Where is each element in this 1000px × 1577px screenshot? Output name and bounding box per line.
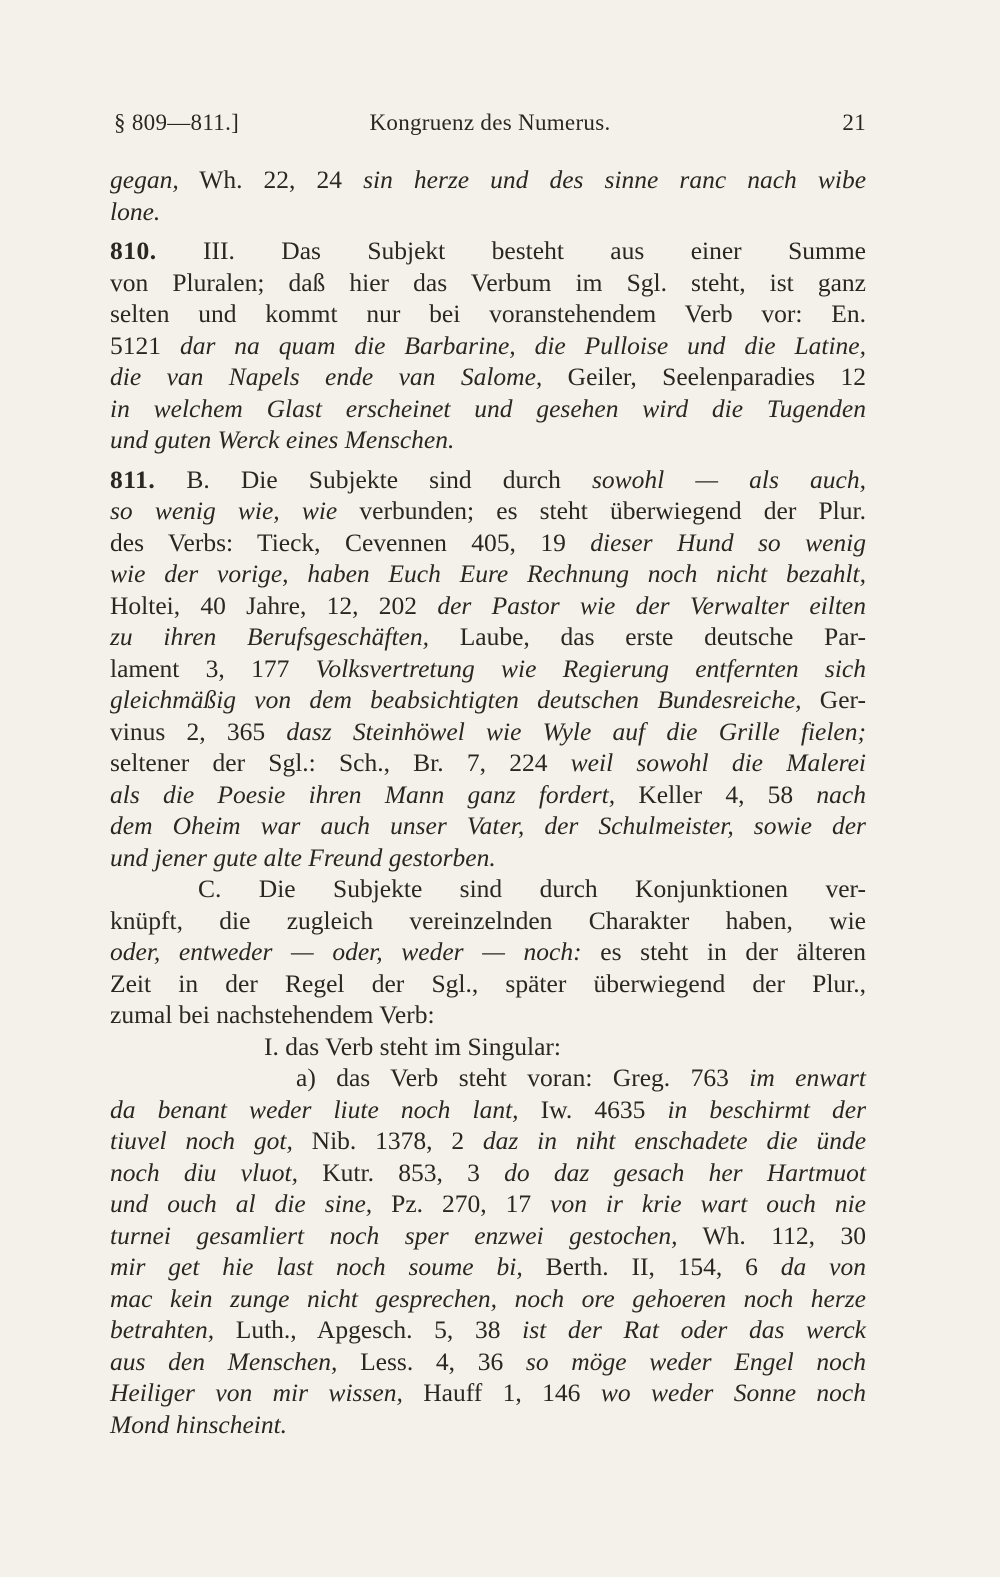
quoted-text: mir get hie last noch soume bi, <box>110 1252 523 1281</box>
text-segment: Hauff 1, 146 <box>402 1378 601 1407</box>
text-line <box>110 810 866 842</box>
text-line <box>110 873 866 905</box>
quoted-text: lone. <box>110 196 161 226</box>
quoted-text: die van Napels ende van Salome, <box>110 362 543 391</box>
quoted-text: da von <box>780 1252 866 1281</box>
text-segment: I. das Verb steht im Singular: <box>264 1031 561 1061</box>
quoted-text: im enwart <box>749 1063 866 1092</box>
quoted-text: aus den Menschen, <box>110 1346 338 1376</box>
quoted-text: in welchem Glast erscheinet und gesehen wird die Tugenden <box>110 393 866 423</box>
quoted-text: sin herze und des sinne ranc nach wibe <box>363 165 867 194</box>
text-segment: B. Die Subjekte sind durch <box>155 464 592 494</box>
text-segment: Wh. 112, 30 <box>677 1220 866 1250</box>
text-line <box>110 527 866 559</box>
text-line <box>110 495 866 527</box>
quoted-text: in beschirmt der <box>667 1094 866 1124</box>
section-range: § 809—811.] <box>114 110 240 135</box>
quoted-text: und guten Werck eines Menschen. <box>110 425 455 454</box>
text-line <box>110 684 866 716</box>
text-line <box>110 1377 866 1409</box>
text-segment: Iw. 4635 <box>518 1094 668 1124</box>
text-segment: vinus 2, 365 <box>110 716 287 746</box>
text-segment: Laube, das erste deutsche Par- <box>429 622 866 651</box>
quoted-text: weil sowohl die Malerei <box>570 748 866 777</box>
paragraph-gap <box>110 456 866 464</box>
quoted-text: und ouch al die sine, <box>110 1189 373 1218</box>
text-segment: Less. 4, 36 <box>337 1346 526 1376</box>
quoted-text: Heiliger von mir wissen, <box>110 1378 403 1407</box>
text-line <box>110 298 866 330</box>
text-line <box>110 1283 866 1315</box>
text-segment: Berth. II, 154, 6 <box>522 1252 781 1281</box>
text-segment: a) das Verb steht voran: Greg. 763 <box>296 1063 750 1092</box>
text-segment: Nib. 1378, 2 <box>292 1126 483 1155</box>
text-segment: Pz. 270, 17 <box>372 1189 551 1218</box>
running-title: Kongruenz des Numerus. <box>369 110 611 135</box>
text-segment: Keller 4, 58 <box>615 779 817 809</box>
text-segment: Geiler, Seelenparadies 12 <box>542 362 866 391</box>
body-text <box>110 164 866 1440</box>
quoted-text: ist der Rat oder das werck <box>522 1315 866 1344</box>
quoted-text: als die Poesie ihren Mann ganz fordert, <box>110 779 616 809</box>
quoted-text: gleichmäßig von dem beabsichtigten deutschen Bundesreiche, <box>110 685 802 714</box>
text-line <box>110 330 866 362</box>
text-segment: selten und kommt nur bei voranstehendem Verb vor: En. <box>110 299 866 328</box>
running-head <box>114 110 866 144</box>
text-segment: von Pluralen; daß hier das Verbum im Sgl. steht, ist ganz <box>110 267 866 297</box>
text-line <box>110 716 866 748</box>
text-line <box>110 196 866 228</box>
text-line <box>110 393 866 425</box>
text-line <box>110 905 866 937</box>
text-line <box>110 558 866 590</box>
quoted-text: daz in niht enschadete die ünde <box>482 1126 867 1155</box>
quoted-text: so wenig wie, wie <box>110 496 338 525</box>
quoted-text: betrahten, <box>110 1315 215 1344</box>
quoted-text: noch diu vluot, <box>110 1157 299 1187</box>
quoted-text: oder, entweder — oder, weder — noch: <box>110 937 582 966</box>
quoted-text: turnei gesamliert noch sper enzwei gestochen, <box>110 1220 678 1250</box>
text-segment: seltener der Sgl.: Sch., Br. 7, 224 <box>110 748 571 777</box>
text-segment: zumal bei nachstehendem Verb: <box>110 1000 435 1029</box>
quoted-text: dar na quam die Barbarine, die Pulloise und die Latine, <box>179 330 866 360</box>
quoted-text: gegan, <box>110 165 179 194</box>
text-line <box>110 1062 866 1094</box>
text-segment: es steht in der älteren <box>581 937 866 966</box>
text-segment: knüpft, die zugleich vereinzelnden Charakter haben, wie <box>110 905 866 935</box>
text-line <box>110 1314 866 1346</box>
text-line <box>110 653 866 685</box>
quoted-text: nach <box>816 779 866 809</box>
quoted-text: der Pastor wie der Verwalter eilten <box>437 590 866 620</box>
text-line <box>110 424 866 456</box>
text-line <box>110 1157 866 1189</box>
quoted-text: von ir krie wart ouch nie <box>550 1189 866 1218</box>
text-line <box>110 1346 866 1378</box>
text-segment: verbunden; es steht überwiegend der Plur. <box>337 496 866 525</box>
quoted-text: dasz Steinhöwel wie Wyle auf die Grille fielen; <box>286 716 866 746</box>
text-segment: Ger- <box>801 685 866 714</box>
text-line <box>110 779 866 811</box>
quoted-text: mac kein zunge nicht gesprechen, noch ore gehoeren noch herze <box>110 1283 866 1313</box>
text-segment: Kutr. 853, 3 <box>298 1157 505 1187</box>
quoted-text: zu ihren Berufsgeschäften, <box>110 622 429 651</box>
text-line <box>110 267 866 299</box>
quoted-text: Mond hinscheint. <box>110 1409 288 1439</box>
text-line <box>110 1188 866 1220</box>
text-line <box>110 936 866 968</box>
quoted-text: und jener gute alte Freund gestorben. <box>110 842 496 872</box>
text-line <box>110 164 866 196</box>
quoted-text: do daz gesach her Hartmuot <box>504 1157 867 1187</box>
quoted-text: tiuvel noch got, <box>110 1126 293 1155</box>
text-segment: des Verbs: Tieck, Cevennen 405, 19 <box>110 527 591 557</box>
text-segment: C. Die Subjekte sind durch Konjunktionen ver- <box>198 874 866 903</box>
text-line <box>110 999 866 1031</box>
text-segment: Wh. 22, 24 <box>178 165 364 194</box>
paragraph-gap <box>110 227 866 235</box>
text-segment: Zeit in der Regel der Sgl., später überwiegend der Plur., <box>110 968 866 998</box>
quoted-text: da benant weder liute noch lant, <box>110 1094 519 1124</box>
page-number: 21 <box>842 110 866 135</box>
text-line <box>110 1409 866 1441</box>
quoted-text: wo weder Sonne noch <box>600 1378 867 1407</box>
text-line <box>110 1031 866 1063</box>
text-segment: III. Das Subjekt besteht aus einer Summe <box>156 236 866 265</box>
text-segment: Holtei, 40 Jahre, 12, 202 <box>110 590 438 620</box>
text-line <box>110 590 866 622</box>
quoted-text: dem Oheim war auch unser Vater, der Schulmeister, sowie der <box>110 811 866 840</box>
text-segment: 5121 <box>110 330 180 360</box>
text-line <box>110 621 866 653</box>
text-line <box>110 1220 866 1252</box>
quoted-text: wie der vorige, haben Euch Eure Rechnung noch nicht bezahlt, <box>110 559 866 588</box>
section-number: 810. <box>110 236 157 265</box>
text-segment: lament 3, 177 <box>110 653 316 683</box>
text-line <box>110 235 866 267</box>
text-line <box>110 1125 866 1157</box>
quoted-text: dieser Hund so wenig <box>590 527 866 557</box>
text-line <box>110 842 866 874</box>
quoted-text: so möge weder Engel noch <box>525 1346 866 1376</box>
text-line <box>110 747 866 779</box>
quoted-text: Volksvertretung wie Regierung entfernten sich <box>315 653 866 683</box>
text-line <box>110 1094 866 1126</box>
quoted-text: sowohl — als auch, <box>591 464 866 494</box>
text-line <box>110 464 866 496</box>
section-number: 811. <box>110 464 156 494</box>
text-line <box>110 361 866 393</box>
text-segment: Luth., Apgesch. 5, 38 <box>214 1315 523 1344</box>
text-line <box>110 1251 866 1283</box>
text-line <box>110 968 866 1000</box>
